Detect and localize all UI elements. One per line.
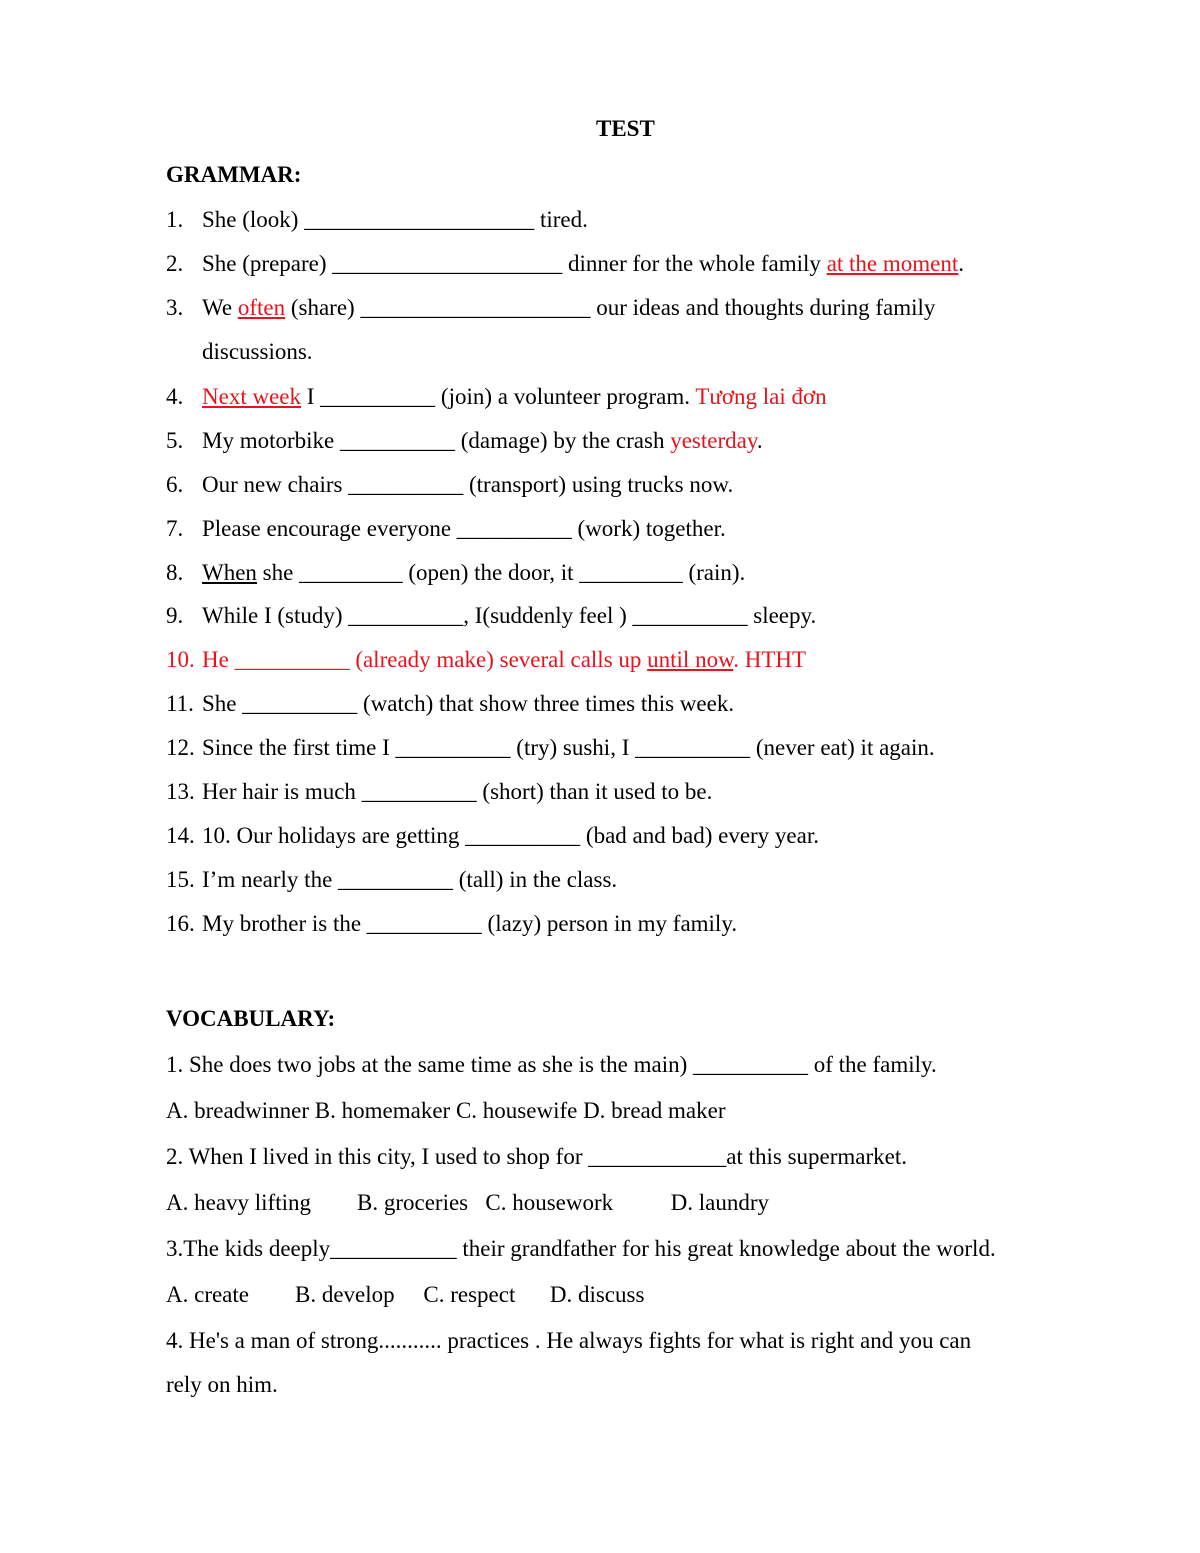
text-segment: 10. Our holidays are getting __________ (bad and bad) every year. (202, 823, 819, 848)
item-number: 13. (166, 779, 195, 804)
item-number: 7. (166, 516, 184, 541)
text-segment: Our new chairs __________ (transport) using trucks now. (202, 472, 734, 497)
highlighted-text: Tương lai đơn (695, 384, 827, 409)
highlighted-text: at the moment (826, 251, 959, 276)
item-number: 15. (166, 867, 195, 892)
text-segment: (share) ____________________ our ideas and thoughts during family (285, 295, 936, 320)
vocabulary-line (166, 1096, 725, 1126)
text-segment: I __________ (join) a volunteer program. (301, 384, 696, 409)
text-segment: A. create B. develop C. respect D. discuss (166, 1282, 645, 1307)
highlighted-text: yesterday (670, 428, 757, 453)
text-segment: Please encourage everyone __________ (work) together. (202, 516, 726, 541)
text-segment: . (958, 251, 965, 276)
highlighted-text: Next week (202, 384, 301, 409)
text-segment: A. breadwinner B. homemaker C. housewife D. bread maker (166, 1098, 726, 1123)
item-number: 16. (166, 911, 195, 936)
highlighted-text: . HTHT (733, 647, 807, 672)
item-number: 3. (166, 295, 184, 320)
item-number: 4. (166, 384, 184, 409)
vocabulary-heading: VOCABULARY: (166, 1006, 336, 1031)
text-segment: My motorbike __________ (damage) by the crash (202, 428, 671, 453)
item-text (202, 382, 827, 412)
vocabulary-line (166, 1234, 996, 1264)
text-segment: When (202, 560, 257, 585)
item-number: 12. (166, 735, 195, 760)
vocabulary-line (166, 1188, 769, 1218)
text-segment: While I (study) __________, I(suddenly feel ) __________ sleepy. (202, 603, 817, 628)
vocabulary-line (166, 1370, 278, 1400)
item-text (202, 777, 712, 807)
text-segment: rely on him. (166, 1372, 278, 1397)
page-title: TEST (596, 116, 655, 141)
text-segment: Her hair is much __________ (short) than it used to be. (202, 779, 713, 804)
text-segment: discussions. (202, 339, 313, 364)
item-text (202, 733, 935, 763)
item-number: 1. (166, 207, 184, 232)
item-text (202, 205, 588, 235)
text-segment: she _________ (open) the door, it _________ (rain). (256, 560, 746, 585)
vocabulary-line (166, 1280, 644, 1310)
item-number: 6. (166, 472, 184, 497)
item-number: 8. (166, 560, 184, 585)
text-segment: 3.The kids deeply___________ their grandfather for his great knowledge about the world. (166, 1236, 996, 1261)
grammar-heading: GRAMMAR: (166, 162, 302, 187)
vocabulary-line (166, 1142, 907, 1172)
item-text (202, 514, 726, 544)
text-segment: She (prepare) ____________________ dinner for the whole family (202, 251, 827, 276)
text-segment: My brother is the __________ (lazy) person in my family. (202, 911, 738, 936)
item-number: 11. (166, 691, 194, 716)
item-text (202, 293, 935, 323)
highlighted-text: until now (647, 647, 734, 672)
item-text (202, 249, 964, 279)
item-text (202, 558, 745, 588)
item-number: 14. (166, 823, 195, 848)
item-text (202, 337, 313, 367)
highlighted-text: often (237, 295, 286, 320)
highlighted-text: He __________ (already make) several calls up (202, 647, 648, 672)
item-text (202, 426, 763, 456)
vocabulary-line (166, 1326, 971, 1356)
item-text (202, 821, 819, 851)
item-text (202, 909, 737, 939)
text-segment: 2. When I lived in this city, I used to shop for ____________at this supermarket. (166, 1144, 907, 1169)
item-text (202, 645, 806, 675)
text-segment: Since the first time I __________ (try) sushi, I __________ (never eat) it again. (202, 735, 935, 760)
text-segment: We (202, 295, 238, 320)
text-segment: . (756, 428, 763, 453)
text-segment: She (look) ____________________ tired. (202, 207, 588, 232)
item-text (202, 470, 733, 500)
item-text (202, 689, 734, 719)
text-segment: She __________ (watch) that show three times this week. (202, 691, 735, 716)
item-number: 5. (166, 428, 184, 453)
text-segment: 4. He's a man of strong........... practices . He always fights for what is right and you can (166, 1328, 972, 1353)
text-segment: 1. She does two jobs at the same time as she is the main) __________ of the family. (166, 1052, 937, 1077)
item-number: 10. (166, 647, 195, 672)
text-segment: I’m nearly the __________ (tall) in the class. (202, 867, 618, 892)
item-number: 2. (166, 251, 184, 276)
text-segment: A. heavy lifting B. groceries C. housework D. laundry (166, 1190, 770, 1215)
vocabulary-line (166, 1050, 937, 1080)
item-text (202, 601, 816, 631)
item-number: 9. (166, 603, 184, 628)
item-text (202, 865, 617, 895)
